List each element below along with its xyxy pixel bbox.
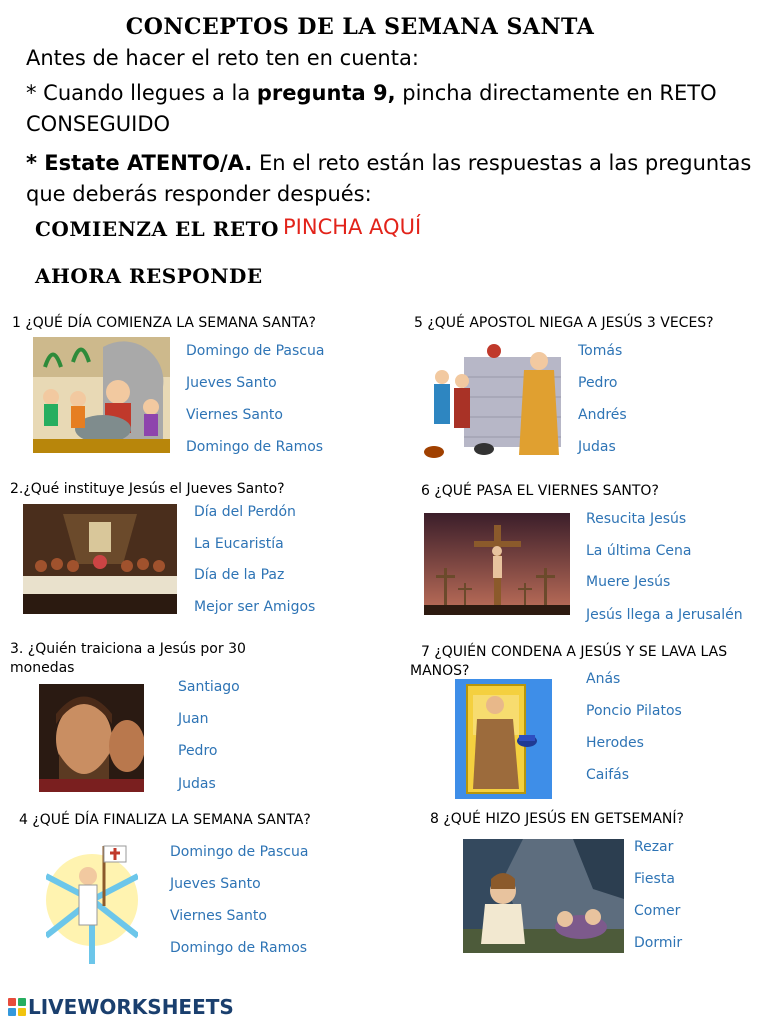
q8-option-1[interactable]: Rezar	[634, 839, 674, 855]
q5-option-1[interactable]: Tomás	[578, 343, 623, 359]
q2-option-2[interactable]: La Eucaristía	[194, 536, 284, 552]
judas-kiss-image	[39, 684, 144, 792]
q7-option-3[interactable]: Herodes	[586, 735, 644, 751]
q3-option-1[interactable]: Santiago	[178, 679, 240, 695]
q8-option-4[interactable]: Dormir	[634, 935, 683, 951]
intro-line-5: que deberás responder después:	[26, 182, 372, 206]
challenge-link[interactable]: PINCHA AQUÍ	[283, 215, 422, 239]
q2-option-3[interactable]: Día de la Paz	[194, 567, 285, 583]
q1-option-3[interactable]: Viernes Santo	[186, 407, 283, 423]
q6-option-4[interactable]: Jesús llega a Jerusalén	[586, 607, 743, 623]
q5-option-4[interactable]: Judas	[578, 439, 616, 455]
page-title: CONCEPTOS DE LA SEMANA SANTA	[125, 14, 595, 40]
question-7-prompt-line-2: MANOS?	[410, 663, 470, 679]
question-1-prompt: 1 ¿QUÉ DÍA COMIENZA LA SEMANA SANTA?	[12, 315, 316, 331]
q1-option-4[interactable]: Domingo de Ramos	[186, 439, 324, 455]
question-4-prompt: 4 ¿QUÉ DÍA FINALIZA LA SEMANA SANTA?	[19, 812, 311, 828]
answer-heading: AHORA RESPONDE	[35, 264, 263, 288]
question-6-prompt: 6 ¿QUÉ PASA EL VIERNES SANTO?	[421, 483, 659, 499]
palm-sunday-image	[33, 337, 170, 453]
q1-option-2[interactable]: Jueves Santo	[186, 375, 277, 391]
resurrection-image	[46, 836, 138, 964]
q7-option-4[interactable]: Caifás	[586, 767, 630, 783]
question-7-prompt-line-1: 7 ¿QUIÉN CONDENA A JESÚS Y SE LAVA LAS	[421, 644, 728, 660]
q3-option-4[interactable]: Judas	[178, 776, 216, 792]
q4-option-1[interactable]: Domingo de Pascua	[170, 844, 309, 860]
q5-option-2[interactable]: Pedro	[578, 375, 618, 391]
intro-line-3: CONSEGUIDO	[26, 112, 171, 136]
q4-option-3[interactable]: Viernes Santo	[170, 908, 267, 924]
gethsemane-image	[463, 839, 624, 953]
q2-option-1[interactable]: Día del Perdón	[194, 504, 296, 520]
q3-option-2[interactable]: Juan	[178, 711, 209, 727]
q8-option-2[interactable]: Fiesta	[634, 871, 675, 887]
q5-option-3[interactable]: Andrés	[578, 407, 627, 423]
pilate-image	[455, 679, 552, 799]
intro-line-2: * Cuando llegues a la pregunta 9, pincha directamente en RETO	[26, 81, 717, 105]
question-8-prompt: 8 ¿QUÉ HIZO JESÚS EN GETSEMANÍ?	[430, 811, 684, 827]
q6-option-2[interactable]: La última Cena	[586, 543, 692, 559]
question-3-prompt-line-1: 3. ¿Quién traiciona a Jesús por 30	[10, 641, 246, 657]
q3-option-3[interactable]: Pedro	[178, 743, 218, 759]
intro-line-4: * Estate ATENTO/A. En el reto están las respuestas a las preguntas	[26, 151, 752, 175]
q6-option-3[interactable]: Muere Jesús	[586, 574, 671, 590]
q8-option-3[interactable]: Comer	[634, 903, 681, 919]
question-5-prompt: 5 ¿QUÉ APOSTOL NIEGA A JESÚS 3 VECES?	[414, 315, 714, 331]
intro-line-1: Antes de hacer el reto ten en cuenta:	[26, 46, 419, 70]
q4-option-2[interactable]: Jueves Santo	[170, 876, 261, 892]
brand-name[interactable]: LIVEWORKSHEETS	[28, 995, 234, 1019]
q1-option-1[interactable]: Domingo de Pascua	[186, 343, 325, 359]
q7-option-2[interactable]: Poncio Pilatos	[586, 703, 682, 719]
crucifixion-image	[424, 513, 570, 615]
question-3-prompt-line-2: monedas	[10, 660, 75, 676]
q4-option-4[interactable]: Domingo de Ramos	[170, 940, 308, 956]
q7-option-1[interactable]: Anás	[586, 671, 621, 687]
liveworksheets-logo-icon	[8, 998, 26, 1016]
q2-option-4[interactable]: Mejor ser Amigos	[194, 599, 316, 615]
challenge-label: COMIENZA EL RETO	[35, 217, 279, 241]
question-2-prompt: 2.¿Qué instituye Jesús el Jueves Santo?	[10, 481, 285, 497]
peter-denial-image	[424, 337, 561, 463]
last-supper-image	[23, 504, 177, 614]
q6-option-1[interactable]: Resucita Jesús	[586, 511, 687, 527]
